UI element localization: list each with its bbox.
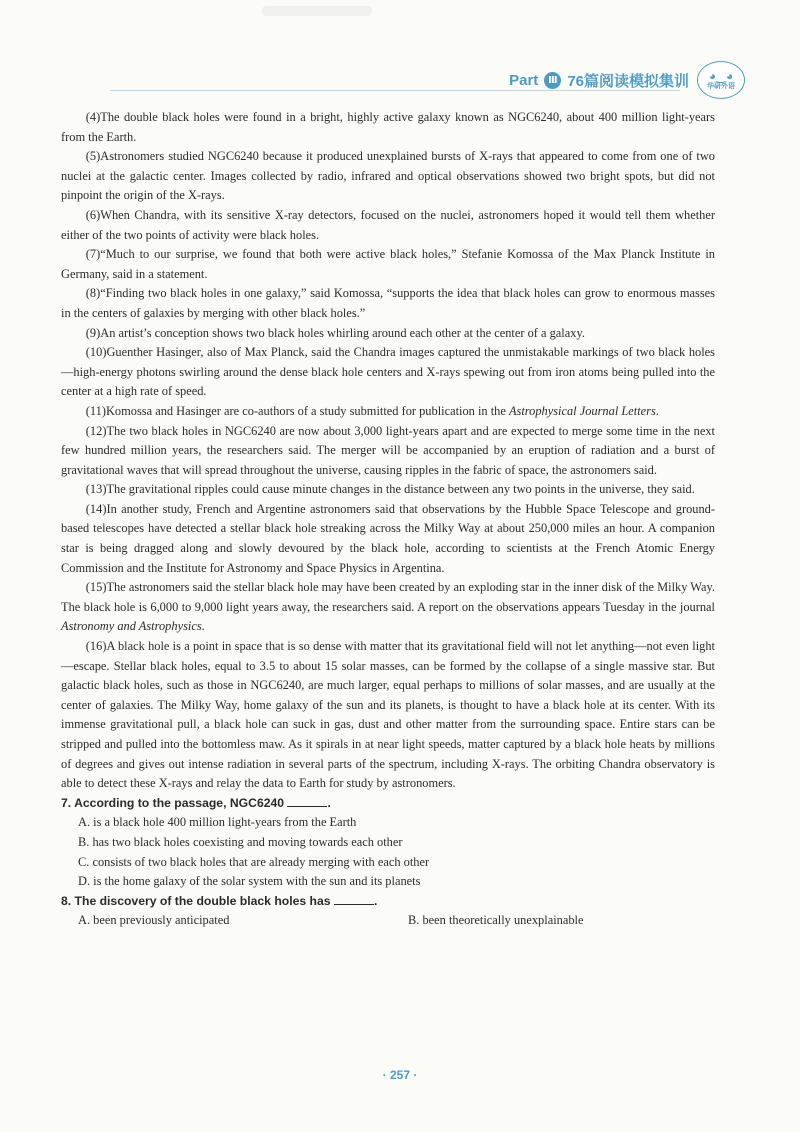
question-7-option-a: A. is a black hole 400 million light-years from the Earth bbox=[78, 815, 357, 830]
question-7-option-b: B. has two black holes coexisting and moving towards each other bbox=[78, 834, 403, 849]
question-7-option-d: D. is the home galaxy of the solar system with the sun and its planets bbox=[78, 874, 421, 889]
paragraph-10: (10)Guenther Hasinger, also of Max Planck, said the Chandra images captured the unmistakable markings of two black holes—high-energy photons swirling around the dense black hole centers and X-rays spewing out from iron atoms being pulled into the center at a high rate of speed. bbox=[61, 345, 715, 399]
header-rule bbox=[110, 90, 680, 91]
paragraph-13: (13)The gravitational ripples could cause minute changes in the distance between any two points in the universe, they said. bbox=[85, 482, 695, 497]
question-8-options bbox=[61, 911, 715, 931]
part-number-badge: Ⅲ bbox=[544, 72, 561, 89]
paragraph-4: (4)The double black holes were found in a bright, highly active galaxy known as NGC6240, about 400 million light-years from the Earth. bbox=[61, 110, 715, 144]
paragraph-12: (12)The two black holes in NGC6240 are now about 3,000 light-years apart and are expected to merge some time in the next few hundred million years, the researchers said. The merger will be accompanied by an eruption of radiation and a burst of gravitational waves that will spread throughout the universe, causing ripples in the fabric of space, the astronomers said. bbox=[61, 423, 715, 477]
question-8-option-a: A. been previously anticipated bbox=[78, 913, 230, 928]
question-8-stem: 8. The discovery of the double black holes has bbox=[61, 893, 331, 908]
paragraph-15-end: . bbox=[201, 619, 205, 634]
page-number: · 257 · bbox=[382, 1068, 418, 1082]
answer-blank bbox=[334, 892, 374, 905]
question-7: 7. According to the passage, NGC6240 . bbox=[61, 795, 331, 810]
question-7-stem: 7. According to the passage, NGC6240 bbox=[61, 795, 285, 810]
paragraph-11-end: . bbox=[655, 403, 659, 418]
passage bbox=[61, 108, 715, 931]
paragraph-11 bbox=[61, 402, 715, 422]
section-title: 76篇阅读模拟集训 bbox=[567, 72, 689, 90]
journal-name: Astronomy and Astrophysics bbox=[61, 619, 202, 634]
paragraph-9: (9)An artist’s conception shows two black holes whirling around each other at the center of a galaxy. bbox=[85, 325, 585, 340]
paragraph-11-text: (11)Komossa and Hasinger are co-authors of a study submitted for publication in the bbox=[85, 403, 509, 418]
paragraph-14: (14)In another study, French and Argentine astronomers said that observations by the Hubble Space Telescope and ground-based telescopes have detected a stellar black hole streaking across the Milky Way at about 250,000 miles an hour. A companion star is being dragged along and slowly devoured by the black hole, according to scientists at the French Atomic Energy Commission and the Institute for Astronomy and Space Physics in Argentina. bbox=[61, 501, 715, 575]
paragraph-15-text: (15)The astronomers said the stellar black hole may have been created by an exploding star in the inner disk of the Milky Way. The black hole is 6,000 to 9,000 light years away, the researchers said. A report on the observations appears Tuesday in the journal bbox=[61, 580, 715, 614]
publisher-logo bbox=[697, 61, 745, 99]
header-title bbox=[509, 70, 689, 91]
question-8: 8. The discovery of the double black holes has . bbox=[61, 893, 378, 908]
logo-text: 华研外语 bbox=[707, 81, 735, 90]
page-header bbox=[509, 62, 745, 98]
question-8-option-b: B. been theoretically unexplainable bbox=[408, 913, 584, 928]
paragraph-5: (5)Astronomers studied NGC6240 because it produced unexplained bursts of X-rays that appeared to come from one of two nuclei at the galactic center. Images collected by radio, infrared and optical observations showed two bright spots, but did not pinpoint the origin of the X-rays. bbox=[61, 149, 715, 203]
question-7-option-c: C. consists of two black holes that are already merging with each other bbox=[78, 854, 430, 869]
paragraph-8: (8)“Finding two black holes in one galaxy,” said Komossa, “supports the idea that black holes can grow to enormous masses in the centers of galaxies by merging with other black holes.” bbox=[61, 286, 715, 320]
journal-name: Astrophysical Journal Letters bbox=[508, 403, 656, 418]
part-label: Part bbox=[509, 71, 539, 89]
paragraph-7: (7)“Much to our surprise, we found that both were active black holes,” Stefanie Komossa of the Max Planck Institute in Germany, said in a statement. bbox=[61, 247, 715, 281]
paragraph-15 bbox=[61, 578, 715, 637]
paragraph-6: (6)When Chandra, with its sensitive X-ray detectors, focused on the nuclei, astronomers hoped it would tell them whether either of the two points of activity were black holes. bbox=[61, 207, 715, 242]
scan-smudge bbox=[262, 6, 372, 16]
paragraph-16: (16)A black hole is a point in space that is so dense with matter that its gravitational field will not let anything—not even light—escape. Stellar black holes, equal to 3.5 to about 15 solar masses, can be formed by the collapse of a single massive star. But galactic black holes, such as those in NGC6240, are much larger, equal perhaps to millions of solar masses, and are usually at the center of galaxies. The Milky Way, home galaxy of the sun and its planets, is thought to have a black hole at its center. With its immense gravitational pull, a black hole can suck in gas, dust and other matter from the surrounding space. Entire stars can be stripped and pulled into the bottomless maw. As it spirals in at near light speeds, matter captured by a black hole heats by millions of degrees and gives out intense radiation in several parts of the spectrum, including X-rays. The orbiting Chandra observatory is able to detect these X-rays and relay the data to Earth for study by astronomers. bbox=[61, 639, 715, 791]
logo-mascot-icon: ◕‿◕ bbox=[708, 68, 734, 83]
answer-blank bbox=[287, 794, 327, 807]
